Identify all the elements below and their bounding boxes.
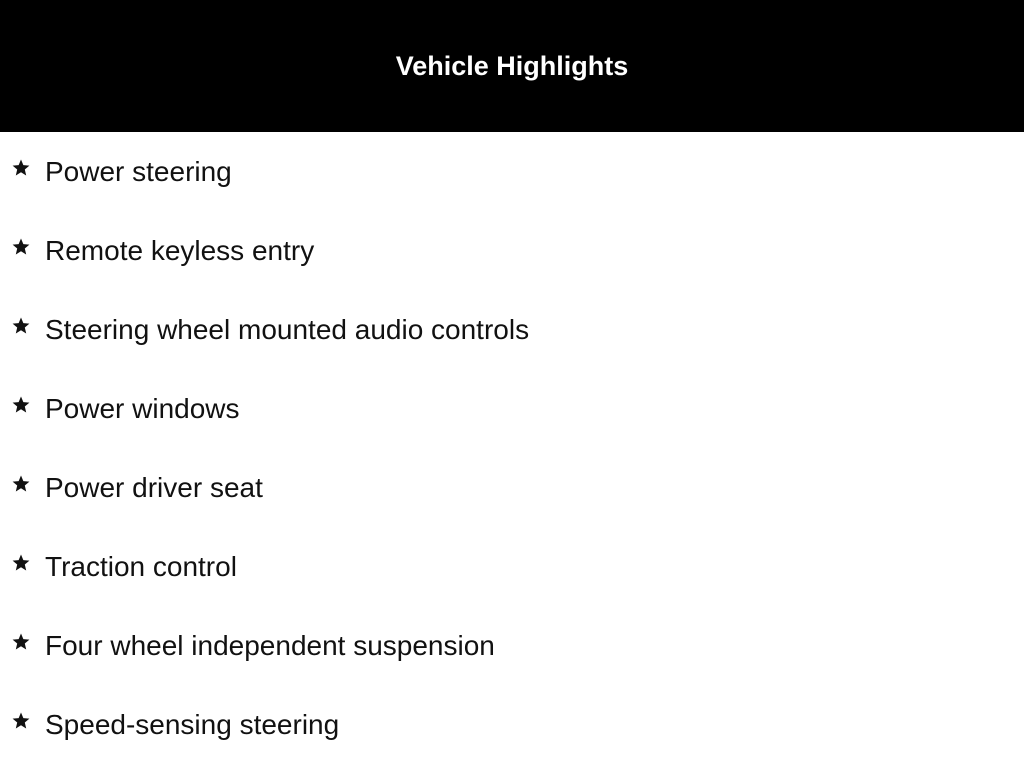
highlight-label: Four wheel independent suspension [45,630,495,661]
star-icon [11,632,31,652]
highlight-item [0,132,1024,211]
page-title: Vehicle Highlights [395,50,629,81]
highlight-label: Steering wheel mounted audio controls [45,314,530,345]
star-icon [11,711,31,731]
star-icon [11,395,31,415]
star-icon [11,553,31,573]
star-icon [11,316,31,336]
highlights-list [0,132,1024,764]
star-icon [11,237,31,257]
highlight-item [0,448,1024,527]
highlight-label: Speed-sensing steering [45,709,340,740]
highlight-label: Remote keyless entry [45,235,315,266]
highlight-label: Power windows [45,393,240,424]
highlight-item [0,606,1024,685]
highlight-item [0,685,1024,764]
highlight-item [0,290,1024,369]
highlight-label: Power steering [45,156,232,187]
page-header [0,0,1024,132]
highlight-label: Power driver seat [45,472,263,503]
highlight-label: Traction control [45,551,237,582]
highlight-item [0,211,1024,290]
highlight-item [0,527,1024,606]
highlight-item [0,369,1024,448]
star-icon [11,158,31,178]
star-icon [11,474,31,494]
